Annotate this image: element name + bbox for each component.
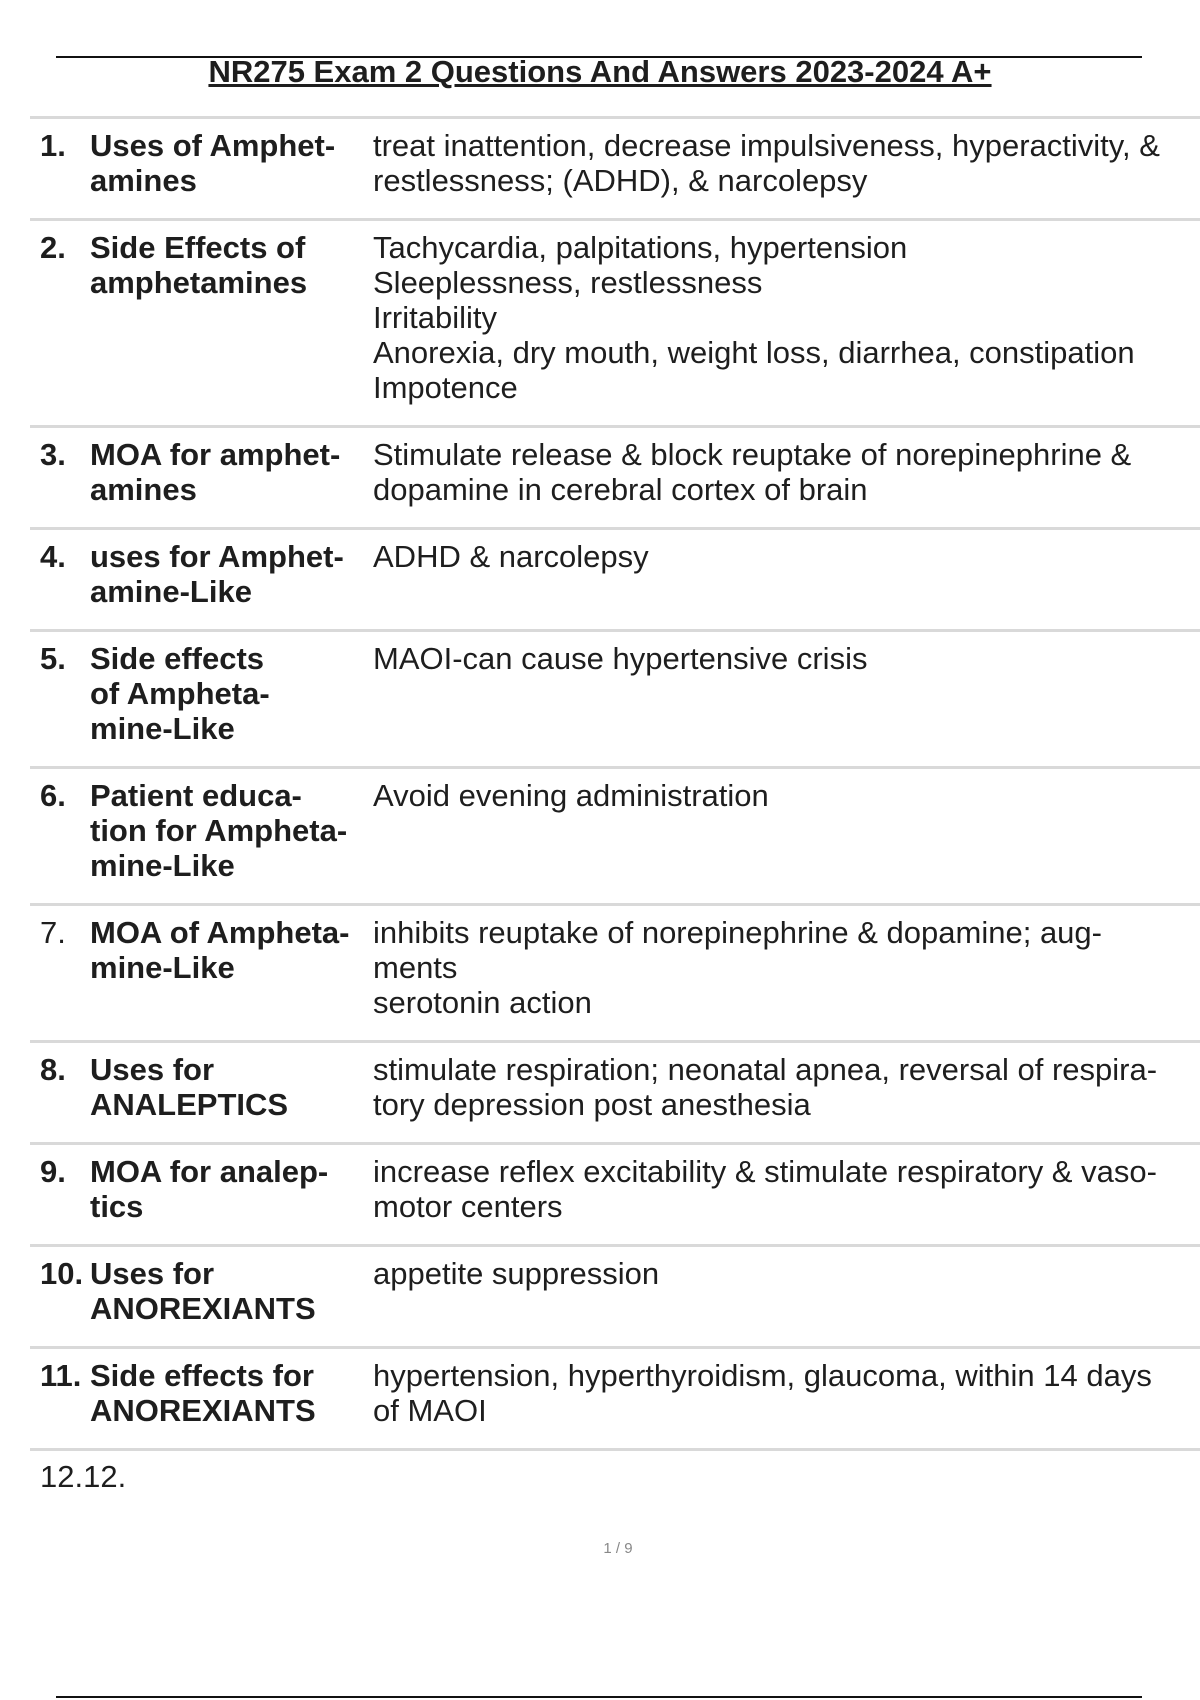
qa-table	[30, 116, 1200, 1494]
term-line: MOA for analep-	[90, 1154, 329, 1189]
definition-line: increase reflex excitability & stimulate respiratory & vaso-	[373, 1154, 1157, 1189]
term-line: mine-Like	[90, 711, 235, 746]
definition-line: Sleeplessness, restlessness	[373, 265, 763, 300]
table-row-last	[30, 1448, 1200, 1494]
term-cell	[90, 230, 371, 405]
definition-cell	[371, 641, 1200, 746]
definition-cell	[371, 1052, 1200, 1122]
definition-line: appetite suppression	[373, 1256, 660, 1291]
definition-line: Impotence	[373, 370, 518, 405]
definition-cell	[371, 230, 1200, 405]
definition-line: serotonin action	[373, 985, 592, 1020]
term-cell	[90, 437, 371, 507]
row-number: 2.	[40, 230, 66, 265]
term-cell	[90, 128, 371, 198]
definition-line: Avoid evening administration	[373, 778, 769, 813]
table-row	[30, 903, 1200, 1040]
table-row	[30, 1142, 1200, 1244]
table-row	[30, 1346, 1200, 1448]
row-number: 4.	[40, 539, 66, 574]
row-number: 8.	[40, 1052, 66, 1087]
table-row	[30, 629, 1200, 766]
term-line: Uses of Amphet-	[90, 128, 336, 163]
term-line: amine-Like	[90, 574, 252, 609]
definition-line: hypertension, hyperthyroidism, glaucoma, within 14 days	[373, 1358, 1152, 1393]
term-line: Patient educa-	[90, 778, 302, 813]
row-number: 11.	[40, 1358, 82, 1393]
page-indicator: 1 / 9	[603, 1540, 633, 1557]
term-cell	[90, 641, 371, 746]
term-line: Uses for	[90, 1052, 215, 1087]
row-number: 3.	[40, 437, 66, 472]
term-line: amphetamines	[90, 265, 308, 300]
definition-line: Irritability	[373, 300, 498, 335]
term-line: amines	[90, 472, 197, 507]
definition-cell	[371, 915, 1200, 1020]
row-number: 6.	[40, 778, 66, 813]
term-cell	[90, 1358, 371, 1428]
term-line: Side Effects of	[90, 230, 306, 265]
term-line: mine-Like	[90, 848, 235, 883]
definition-cell	[371, 1256, 1200, 1326]
term-cell	[90, 915, 371, 1020]
definition-line: Tachycardia, palpitations, hypertension	[373, 230, 908, 265]
term-line: ANOREXIANTS	[90, 1393, 316, 1428]
term-line: Side effects	[90, 641, 265, 676]
term-cell	[90, 539, 371, 609]
term-line: amines	[90, 163, 197, 198]
bottom-rule	[56, 1696, 1142, 1698]
definition-cell	[371, 1154, 1200, 1224]
row-number: 1.	[40, 128, 66, 163]
definition-line: Anorexia, dry mouth, weight loss, diarrhea, constipation	[373, 335, 1135, 370]
term-cell	[90, 1154, 371, 1224]
definition-line: treat inattention, decrease impulsiveness, hyperactivity, &	[373, 128, 1160, 163]
table-row	[30, 1040, 1200, 1142]
term-cell	[90, 1256, 371, 1326]
definition-line: inhibits reuptake of norepinephrine & dopamine; aug-	[373, 915, 1102, 950]
term-line: mine-Like	[90, 950, 235, 985]
definition-line: restlessness; (ADHD), & narcolepsy	[373, 163, 868, 198]
row-number: 9.	[40, 1154, 66, 1189]
definition-cell	[371, 539, 1200, 609]
table-row	[30, 116, 1200, 218]
definition-line: dopamine in cerebral cortex of brain	[373, 472, 868, 507]
term-line: tics	[90, 1189, 144, 1224]
table-row	[30, 218, 1200, 425]
term-line: uses for Amphet-	[90, 539, 344, 574]
term-line: ANOREXIANTS	[90, 1291, 316, 1326]
definition-line: Stimulate release & block reuptake of norepinephrine &	[373, 437, 1132, 472]
term-line: ANALEPTICS	[90, 1087, 289, 1122]
definition-line: of MAOI	[373, 1393, 487, 1428]
term-line: Uses for	[90, 1256, 215, 1291]
term-line: of Ampheta-	[90, 676, 270, 711]
row-number: 7.	[40, 915, 66, 950]
definition-line: stimulate respiration; neonatal apnea, reversal of respira-	[373, 1052, 1158, 1087]
term-line: Side effects for	[90, 1358, 314, 1393]
definition-line: ADHD & narcolepsy	[373, 539, 649, 574]
definition-cell	[371, 128, 1200, 198]
definition-cell	[371, 1358, 1200, 1428]
definition-line: motor centers	[373, 1189, 563, 1224]
term-line: tion for Ampheta-	[90, 813, 348, 848]
table-row	[30, 527, 1200, 629]
definition-cell	[371, 778, 1200, 883]
term-line: MOA for amphet-	[90, 437, 341, 472]
definition-line: MAOI-can cause hypertensive crisis	[373, 641, 868, 676]
row-number: 10.	[40, 1256, 84, 1291]
row-number: 12.12.	[40, 1459, 127, 1494]
table-row	[30, 766, 1200, 903]
table-row	[30, 425, 1200, 527]
term-cell	[90, 1052, 371, 1122]
row-number: 5.	[40, 641, 66, 676]
term-line: MOA of Ampheta-	[90, 915, 350, 950]
definition-cell	[371, 437, 1200, 507]
term-cell	[90, 778, 371, 883]
definition-line: tory depression post anesthesia	[373, 1087, 811, 1122]
table-row	[30, 1244, 1200, 1346]
definition-line: ments	[373, 950, 458, 985]
document-title: NR275 Exam 2 Questions And Answers 2023-2024 A+	[208, 54, 992, 89]
